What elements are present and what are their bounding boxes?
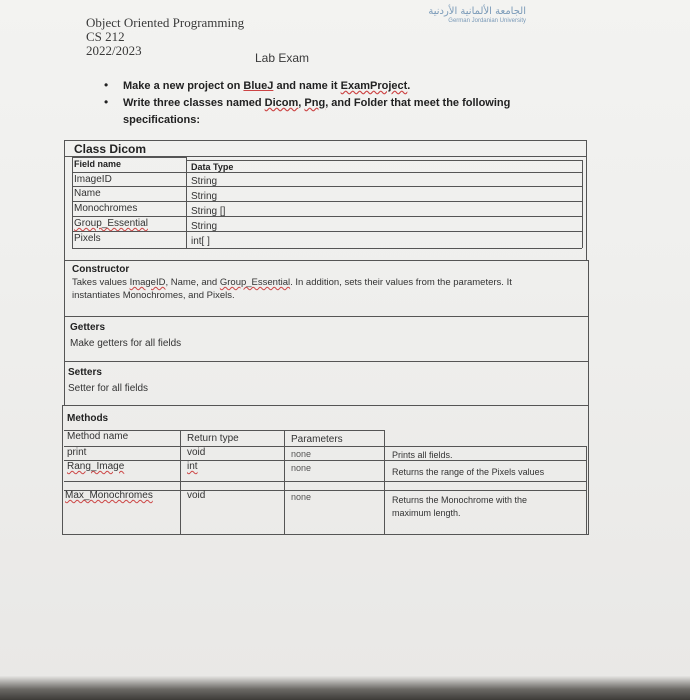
table-line <box>72 231 582 232</box>
table-line <box>64 316 588 317</box>
table-line <box>64 260 588 261</box>
method-return: void <box>187 490 206 501</box>
field-name: Monochromes <box>74 203 138 214</box>
class-title: Class Dicom <box>74 142 147 156</box>
data-type-header: Data Type <box>191 162 234 172</box>
field-type: int[ ] <box>191 236 210 247</box>
methods-title: Methods <box>67 413 109 424</box>
method-desc: Prints all fields. <box>392 450 453 460</box>
table-line <box>72 157 73 248</box>
dicom-name: Dicom <box>264 97 299 109</box>
method-name: Max_Monochromes <box>65 490 153 501</box>
table-line <box>62 534 588 535</box>
constructor-title: Constructor <box>72 264 130 275</box>
method-name: Rang_Image <box>67 461 125 472</box>
constructor-pre: Takes values <box>72 277 130 288</box>
logo-arabic-text: الجامعة الألمانية الأردنية <box>428 6 526 17</box>
instruction-2-post: , and Folder that meet the following <box>325 97 511 109</box>
png-name: Png <box>304 97 326 109</box>
setters-text: Setter for all fields <box>68 383 149 394</box>
table-line <box>72 248 582 249</box>
exam-title: Lab Exam <box>255 51 310 65</box>
method-name: print <box>67 447 87 458</box>
table-line <box>180 430 181 534</box>
table-line <box>64 361 588 362</box>
constructor-imageid: ImageID <box>129 277 166 288</box>
instruction-2-c1: , <box>298 97 305 109</box>
field-type: String <box>191 221 218 232</box>
field-name: Name <box>74 188 101 199</box>
table-line <box>64 140 65 405</box>
course-code: CS 212 <box>86 29 125 44</box>
table-line <box>62 405 63 535</box>
field-type: String <box>191 176 218 187</box>
table-line <box>384 430 385 534</box>
method-name-header: Method name <box>67 431 129 442</box>
constructor-group: Group_Essential <box>219 277 291 288</box>
desk-surface <box>0 676 690 700</box>
table-line <box>72 216 582 217</box>
field-name: Group_Essential <box>74 218 148 229</box>
method-params: none <box>291 449 312 459</box>
instruction-1-mid: and name it <box>273 80 341 92</box>
method-return: void <box>187 447 206 458</box>
method-desc: Returns the range of the Pixels values <box>392 467 545 477</box>
field-type: String <box>191 191 218 202</box>
table-line <box>582 160 583 248</box>
table-line <box>72 172 582 173</box>
constructor-post: . In addition, sets their values from the parameters. It <box>290 277 512 288</box>
table-line <box>64 446 586 447</box>
method-return: int <box>187 461 198 472</box>
university-logo <box>418 6 526 30</box>
field-name-header: Field name <box>74 159 122 169</box>
parameters-header: Parameters <box>291 434 343 445</box>
field-name: ImageID <box>74 174 112 185</box>
table-line <box>64 460 586 461</box>
field-type: String [] <box>191 206 226 217</box>
field-name: Pixels <box>74 233 101 244</box>
table-line <box>588 260 589 535</box>
table-line <box>72 201 582 202</box>
method-desc: maximum length. <box>392 508 461 518</box>
getters-title: Getters <box>70 322 106 333</box>
project-name: ExamProject <box>340 80 408 92</box>
method-params: none <box>291 463 312 473</box>
instruction-2 <box>123 97 510 109</box>
bullet-dot: • <box>104 95 109 109</box>
table-line <box>72 186 582 187</box>
table-line <box>586 446 587 534</box>
instruction-1 <box>123 80 410 92</box>
constructor-line-1 <box>72 277 512 288</box>
course-title: Object Oriented Programming <box>86 15 245 30</box>
table-line <box>186 160 582 161</box>
instruction-2-cont: specifications: <box>123 114 201 126</box>
bullet-dot: • <box>104 78 109 92</box>
logo-english-text: German Jordanian University <box>448 18 526 24</box>
return-type-header: Return type <box>187 433 239 444</box>
bluej-link: BlueJ <box>243 80 274 92</box>
setters-title: Setters <box>68 367 102 378</box>
table-line <box>186 157 187 248</box>
constructor-line-2: instantiates Monochromes, and Pixels. <box>72 290 235 301</box>
method-desc: Returns the Monochrome with the <box>392 495 528 505</box>
getters-text: Make getters for all fields <box>70 338 182 349</box>
instruction-2-pre: Write three classes named <box>123 97 265 109</box>
table-line <box>64 140 586 141</box>
constructor-mid: , Name, and <box>165 277 220 288</box>
table-line <box>284 430 285 534</box>
academic-year: 2022/2023 <box>86 43 142 58</box>
table-line <box>64 481 586 482</box>
table-line <box>586 140 587 260</box>
instruction-1-post: . <box>407 80 411 92</box>
table-line <box>62 405 588 406</box>
method-params: none <box>291 492 312 502</box>
instruction-1-pre: Make a new project on <box>123 80 244 92</box>
table-line <box>72 157 186 158</box>
